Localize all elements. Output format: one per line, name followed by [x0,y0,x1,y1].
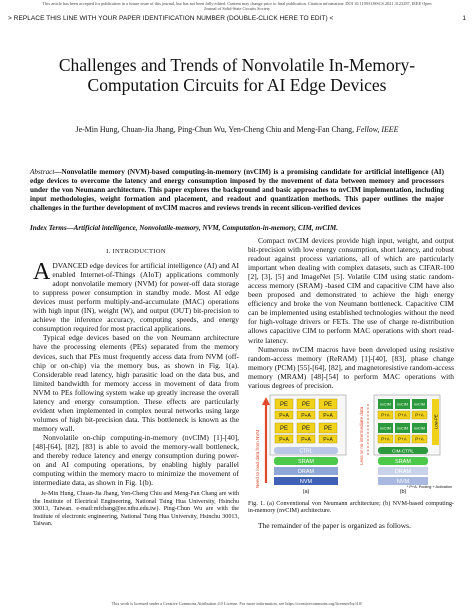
pa-label-b: P+A [381,412,390,418]
fig-b [359,395,452,495]
pe-label: PE [323,425,333,432]
notice-line-2: Journal of Solid-State Circuits Society [203,6,271,11]
paper-title: Challenges and Trends of Nonvolatile In-Memory-Computation Circuits for AI Edge Devices [58,55,416,95]
pe-label: PE [279,425,289,432]
drop-cap: A [33,259,51,286]
author-list [20,125,454,134]
running-header [8,15,466,22]
legend-text: * P+A: Pooling + Activation [406,484,452,489]
pe-label: PE [301,401,311,408]
intro-p1-text: DVANCED edge devices for artificial intelligence (AI) and AI enabled Internet-of-Things (AIoT) applications commonly adopt nonvolatile memory (NVM) for power-off data storage to suppress power consumption in standby mode. Most AI edge devices must perform multiply-and-accumulate (MAC) operations with high input (IN), weight (W), and output (OUT) bit-precision to achieve the inference accuracy, computing speeds, and energy consumption required for most practical applications. [33,261,239,334]
nvcim-label: nvCIM [414,402,425,407]
nvcim-label: nvCIM [380,402,391,407]
side-label-a: Need to load data from NVM [255,429,260,488]
nvcim-label: nvCIM [380,426,391,431]
figure-1 [248,393,454,498]
intro-paragraph-1 [33,261,239,333]
pa-label-b: P+A [415,436,424,442]
right-column [248,236,454,530]
left-column [33,243,239,529]
pa-label: P+A [279,412,289,419]
label-a: (a) [302,488,310,495]
nvm-label: NVM [299,478,313,485]
pe-label: PE [301,425,311,432]
abstract [30,168,444,213]
pa-label: P+A [323,436,333,443]
intro-paragraph-3: Nonvolatile on-chip computing-in-memory (nvCIM) [1]-[40], [48]-[64], [82], [83] is able to avoid the memory-wall bottleneck, and thereby reduce latency and energy consumption during power-on and AI computing operations, by enabling highly parallel computing within the memory macro to minimize the movement of intermediate data, as shown in Fig. 1(b). [33,432,239,488]
pa-label-b: P+A [415,412,424,418]
cim-ctrl-label: CIM-CTRL [392,448,414,454]
intro-paragraph-2: Typical edge devices based on the von Neumann architecture have the processing elements (PEs) separated from the memory devices, such that PEs must frequently access data from NVM (off-chip or on-chip) via the memory bus, as shown in Fig. 1(a). Considerable read latency, high parasitic load on the data bus, and limited bandwidth for memory access in movement of data from NVM to PEs following system wake up greatly increase the overall latency and energy consumption. These effects are particularly evident when implemented in complex neural networks using large volumes of high bit-precision data. This bottleneck is known as the memory wall. [33,333,239,433]
pa-label: P+A [301,412,311,419]
pe-label: PE [323,401,333,408]
publication-notice [6,1,468,11]
sram-label-b: SRAM [395,458,411,465]
side-label-r: Low-PE [433,414,439,429]
pe-label: PE [279,401,289,408]
sram-label: SRAM [298,458,314,465]
pa-label: P+A [301,436,311,443]
right-paragraph-3: The remainder of the paper is organized as follows. [258,520,411,530]
header-text[interactable]: > REPLACE THIS LINE WITH YOUR PAPER IDENTIFICATION NUMBER (DOUBLE-CLICK HERE TO EDIT) < [8,15,334,22]
pa-label-b: P+A [398,436,407,442]
notice-line-1: This article has been accepted for publication in a future issue of this journal, but has not been fully edited. Content may change prior to final publication. Citation information: DOI 10.1109/OJSSCS.2021.3123287, IEEE Open [42,1,432,6]
pa-label-b: P+A [381,436,390,442]
nvcim-label: nvCIM [414,426,425,431]
nvm-label-b: NVM [396,478,410,485]
architecture-diagram [248,393,454,498]
label-b: (b) [399,488,407,495]
fig-a [255,395,346,495]
pa-label: P+A [279,436,289,443]
section-heading: I. INTRODUCTION [106,248,166,255]
abstract-label: Abstract [30,168,55,176]
figure-caption: Fig. 1. (a) Conventional von Neumann architecture; (b) NVM-based computing-in-memory (nvCIM) architecture. [248,499,454,515]
index-terms: Index Terms—Artificial intelligence, Nonvolatile-memory, NVM, Computation-in-memory, CIM, nvCIM. [30,224,338,232]
page-number: 1 [462,15,466,22]
right-paragraph-2: Numerous nvCIM macros have been developed using resistive random-access memory (ReRAM) [1]-[40], [83], phase change memory (PCM) [55]-[64], [82], and magnetoresistive random-access memory (MRAM) [48]-[54] to perform MAC operations with various degrees of precision. [248,344,454,390]
author-footnote: Je-Min Hung, Chuan-Jia Jhang, Yen-Cheng Chiu and Meng-Fan Chang are with the Institute of Electrical Engineering, National Tsing Hua University, Hsinchu 30013, Taiwan. e-mail:mfchang@ee.nthu.edu.tw). Ping-Chun Wu are with the Institute of electronic engineering, National Tsing Hua University, Hsinchu 30013, Taiwan. [33,491,239,528]
nvcim-label: nvCIM [397,402,408,407]
load-arrow-head [262,397,270,405]
pa-label-b: P+A [398,412,407,418]
author-names: Je-Min Hung, Chuan-Jia Jhang, Ping-Chun Wu, Yen-Cheng Chiu and Meng-Fan Chang, [75,125,357,134]
nvcim-label: nvCIM [397,426,408,431]
ctrl-label: CTRL [299,448,313,455]
license-footer: This work is licensed under a Creative Commons Attribution 4.0 License. For more information, see https://creativecommons.org/licenses/by/4.0/ [111,601,363,606]
dram-label-b: DRAM [394,468,412,475]
pa-label: P+A [323,412,333,419]
abstract-text: —Nonvolatile memory (NVM)-based computing-in-memory (nvCIM) is a promising candidate for artificial intelligence (AI) edge devices to overcome the latency and energy consumption imposed by the movement of data between memory and processors under the von Neumann architecture. This paper explores the background and basic approaches to nvCIM implementation, including input methodologies, weight formation and placement, and readout and quantization methods. This paper outlines the major challenges in the further development of nvCIM macros and reviews trends in recent silicon-verified devices [30,168,444,212]
right-paragraph-1: Compact nvCIM devices provide high input, weight, and output bit-precision with low energy consumption, short latency, and robust readout against process variations, all of which are particularly important when dealing with complex datasets, such as CIFAR-100 [2], [3], [5] and ImageNet [5]. Volatile CIM using static random-access memory (SRAM) -based CIM and capacitive CIM have also been proposed and demonstrated to achieve the high energy efficiency and broke the von Neumann bottleneck. Capacitive CIM can be implemented using established technologies without the need for high-voltage drivers or FETs. The use of charge re-distribution allows capacitive CIM to perform MAC operations with short read-write latency. [248,236,454,345]
dram-label: DRAM [297,468,315,475]
side-label-b: Less or no intermediate data [359,406,364,465]
author-fellow: Fellow, IEEE [356,125,399,134]
